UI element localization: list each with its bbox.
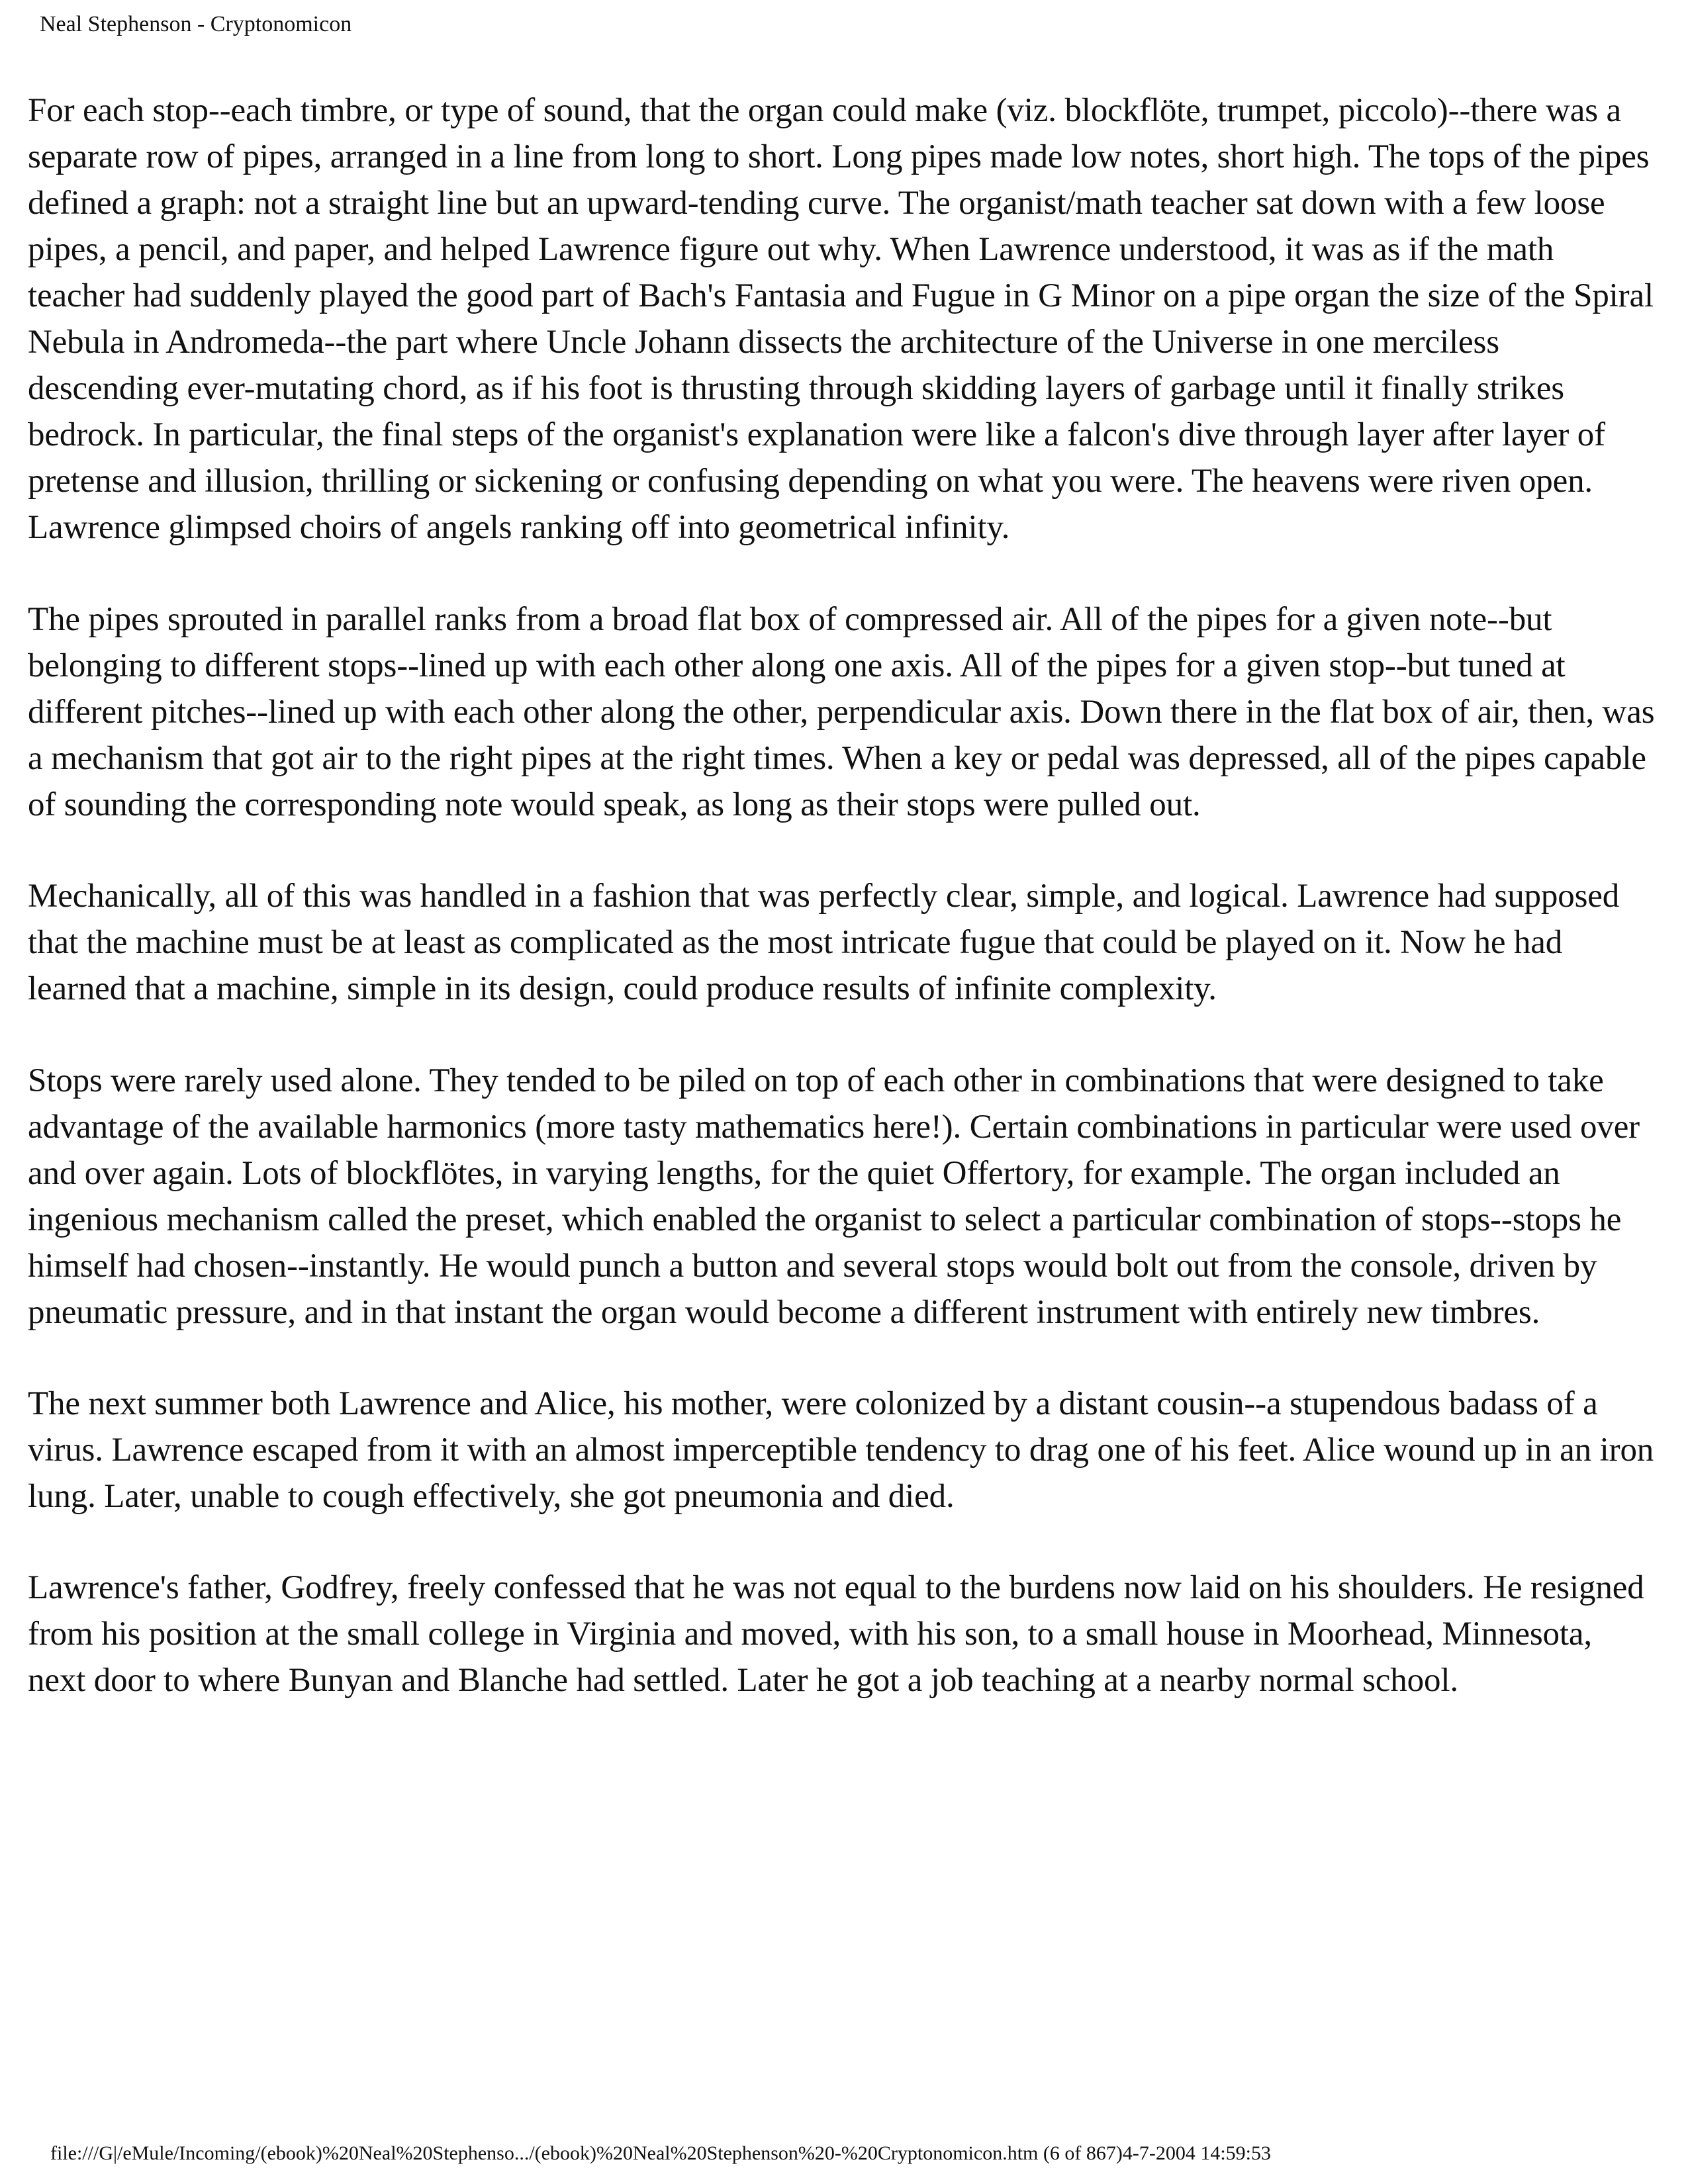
paragraph-4: Stops were rarely used alone. They tended to be piled on top of each other in combinations that were designed to take advantage of the available harmonics (more tasty mathematics here!). Certain combinations in particular were used over and over again. Lots of blockflötes, in varying lengths, for the quiet Offertory, for example. The organ included an ingenious mechanism called the preset, which enabled the organist to select a particular combination of stops--stops he himself had chosen--instantly. He would punch a button and several stops would bolt out from the console, driven by pneumatic pressure, and in that instant the organ would become a different instrument with entirely new timbres. xyxy=(28,1062,1640,1331)
page-footer-file-path: file:///G|/eMule/Incoming/(ebook)%20Neal%20Stephenso.../(ebook)%20Neal%20Stephenson%20-%20Cryptonomicon.htm (6 of 867)4-7-2004 14:59:53 xyxy=(50,2142,1271,2164)
paragraph-1: For each stop--each timbre, or type of sound, that the organ could make (viz. blockflöte, trumpet, piccolo)--there was a separate row of pipes, arranged in a line from long to short. Long pipes made low notes, short high. The tops of the pipes defined a graph: not a straight line but an upward-tending curve. The organist/math teacher sat down with a few loose pipes, a pencil, and paper, and helped Lawrence figure out why. When Lawrence understood, it was as if the math teacher had suddenly played the good part of Bach's Fantasia and Fugue in G Minor on a pipe organ the size of the Spiral Nebula in Andromeda--the part where Uncle Johann dissects the architecture of the Universe in one merciless descending ever-mutating chord, as if his foot is thrusting through skidding layers of garbage until it finally strikes bedrock. In particular, the final steps of the organist's explanation were like a falcon's dive through layer after layer of pretense and illusion, thrilling or sickening or confusing depending on what you were. The heavens were riven open. Lawrence glimpsed choirs of angels ranking off into geometrical infinity. xyxy=(28,92,1654,546)
paragraph-5: The next summer both Lawrence and Alice, his mother, were colonized by a distant cousin--a stupendous badass of a virus. Lawrence escaped from it with an almost imperceptible tendency to drag one of his feet. Alice wound up in an iron lung. Later, unable to cough effectively, she got pneumonia and died. xyxy=(28,1385,1654,1515)
book-text-body xyxy=(28,87,1656,1704)
paragraph-2: The pipes sprouted in parallel ranks from a broad flat box of compressed air. All of the pipes for a given note--but belonging to different stops--lined up with each other along one axis. All of the pipes for a given stop--but tuned at different pitches--lined up with each other along the other, perpendicular axis. Down there in the flat box of air, then, was a mechanism that got air to the right pipes at the right times. When a key or pedal was depressed, all of the pipes capable of sounding the corresponding note would speak, as long as their stops were pulled out. xyxy=(28,601,1655,823)
paragraph-6: Lawrence's father, Godfrey, freely confessed that he was not equal to the burdens now laid on his shoulders. He resigned from his position at the small college in Virginia and moved, with his son, to a small house in Moorhead, Minnesota, next door to where Bunyan and Blanche had settled. Later he got a job teaching at a nearby normal school. xyxy=(28,1569,1644,1699)
page-header-title: Neal Stephenson - Cryptonomicon xyxy=(40,12,352,36)
paragraph-3: Mechanically, all of this was handled in a fashion that was perfectly clear, simple, and logical. Lawrence had supposed that the machine must be at least as complicated as the most intricate fugue that could be played on it. Now he had learned that a machine, simple in its design, could produce results of infinite complexity. xyxy=(28,878,1620,1007)
